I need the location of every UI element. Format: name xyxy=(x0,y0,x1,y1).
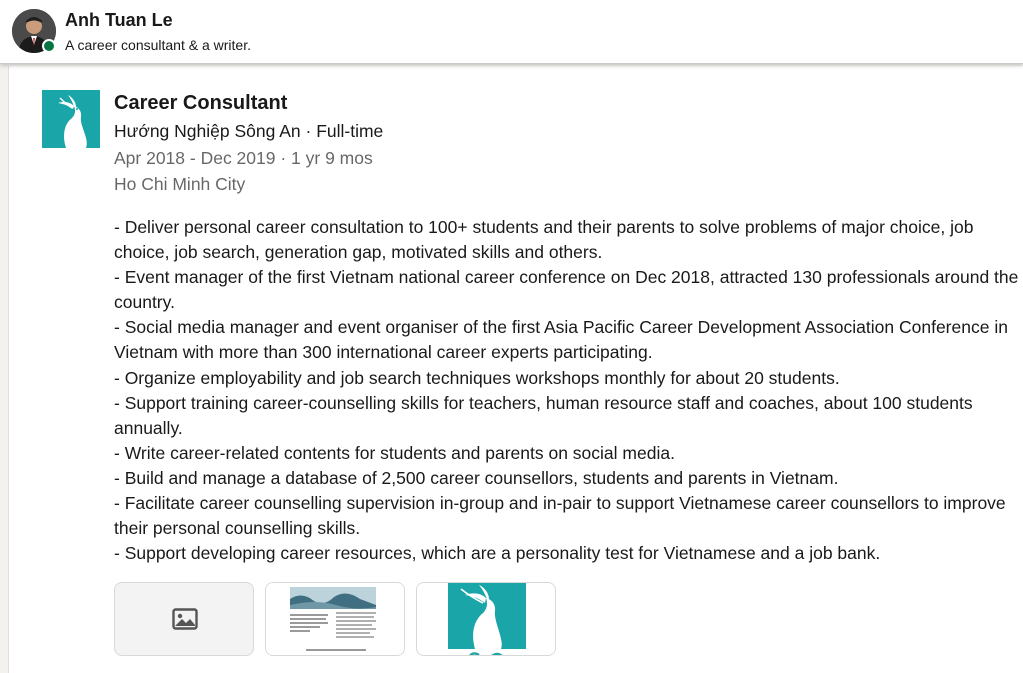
media-thumbnail-logo[interactable] xyxy=(416,582,556,656)
company-logo[interactable] xyxy=(42,90,100,148)
description-line: - Build and manage a database of 2,500 career counsellors, students and parents in Vietnam. xyxy=(114,467,839,488)
document-preview-icon xyxy=(266,583,405,656)
crane-logo-icon xyxy=(42,90,100,148)
profile-name[interactable]: Anh Tuan Le xyxy=(65,10,173,30)
media-thumbnail-image[interactable] xyxy=(114,582,254,656)
company-employment-type: Hướng Nghiệp Sông An · Full-time xyxy=(114,121,384,141)
job-title: Career Consultant xyxy=(114,92,288,114)
employment-dates: Apr 2018 - Dec 2019 · 1 yr 9 mos xyxy=(114,148,373,168)
media-thumbnail-document[interactable] xyxy=(265,582,405,656)
description-line: - Event manager of the first Vietnam national career conference on Dec 2018, attracted 130 professionals around the country. xyxy=(114,267,1019,313)
description-line: - Organize employability and job search techniques workshops monthly for about 20 students. xyxy=(114,367,840,388)
description-line: - Support developing career resources, which are a personality test for Vietnamese and a job bank. xyxy=(114,543,881,564)
description-line: - Facilitate career counselling supervision in-group and in-pair to support Vietnamese career counsellors to improve their personal counselling skills. xyxy=(114,493,1006,539)
description-line: - Support training career-counselling skills for teachers, human resource staff and coaches, about 100 students annually. xyxy=(114,392,973,438)
description-line: - Write career-related contents for students and parents on social media. xyxy=(114,442,675,463)
image-placeholder-icon xyxy=(172,608,198,630)
description-line: - Deliver personal career consultation to 100+ students and their parents to solve problems of major choice, job choice, job search, generation gap, motivated skills and others. xyxy=(114,217,974,263)
profile-header xyxy=(0,0,1023,64)
job-description xyxy=(114,215,1019,566)
company-logo-preview-icon xyxy=(417,583,556,656)
profile-headline: A career consultant & a writer. xyxy=(65,37,251,53)
description-line: - Social media manager and event organiser of the first Asia Pacific Career Development Association Conference in Vietnam with more than 300 international career experts participating. xyxy=(114,317,1008,363)
online-status-icon xyxy=(42,39,56,53)
job-location: Ho Chi Minh City xyxy=(114,174,246,194)
experience-card xyxy=(8,66,1023,673)
